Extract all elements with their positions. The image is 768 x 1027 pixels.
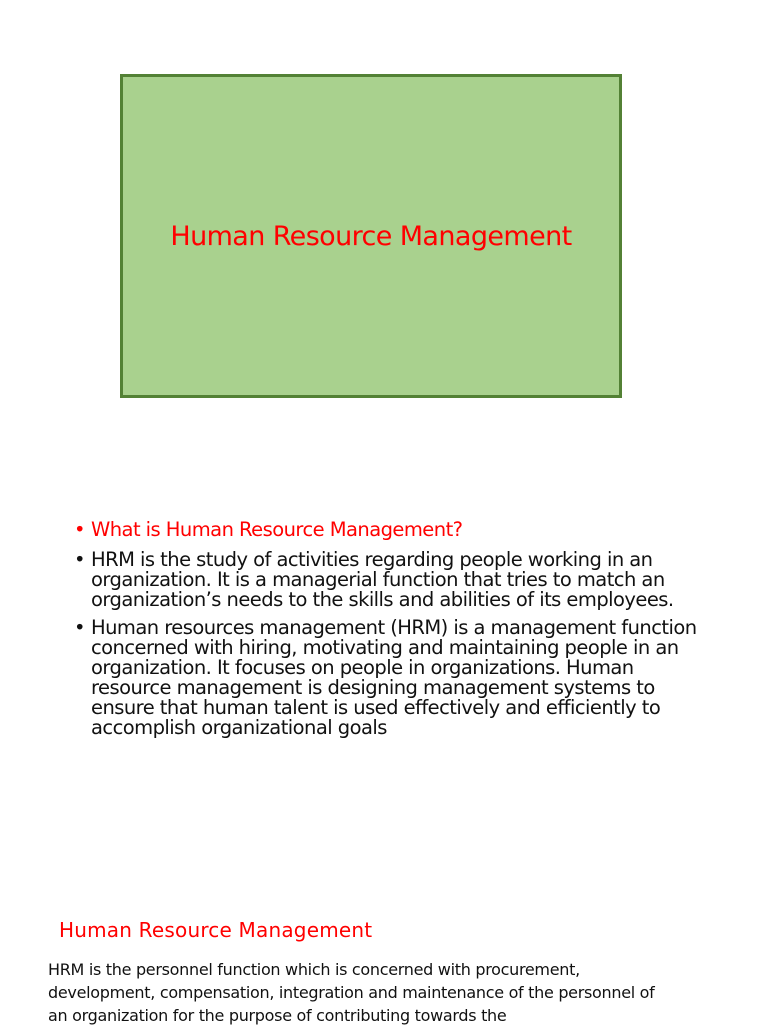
title-slide xyxy=(120,74,622,398)
bullet-list xyxy=(74,520,714,746)
bullet-question: • What is Human Resource Management? xyxy=(74,520,714,540)
slide-title: Human Resource Management xyxy=(170,220,572,252)
section-body: HRM is the personnel function which is concerned with procurement, development, compensation, integration and maintenance of the personnel of an organization for the purpose of contributing towards the xyxy=(48,960,655,1025)
bullet-function: • Human resources management (HRM) is a management function concerned with hiring, motivating and maintaining people in an organization. It focuses on people in organizations. Human resource management is designing management systems to ensure that human talent is used effectively and efficiently to accomplish organizational goals xyxy=(74,618,714,738)
section-heading: Human Resource Management xyxy=(59,918,373,942)
bullet-definition: • HRM is the study of activities regarding people working in an organization. It is a managerial function that tries to match an organization’s needs to the skills and abilities of its employees. xyxy=(74,550,714,610)
